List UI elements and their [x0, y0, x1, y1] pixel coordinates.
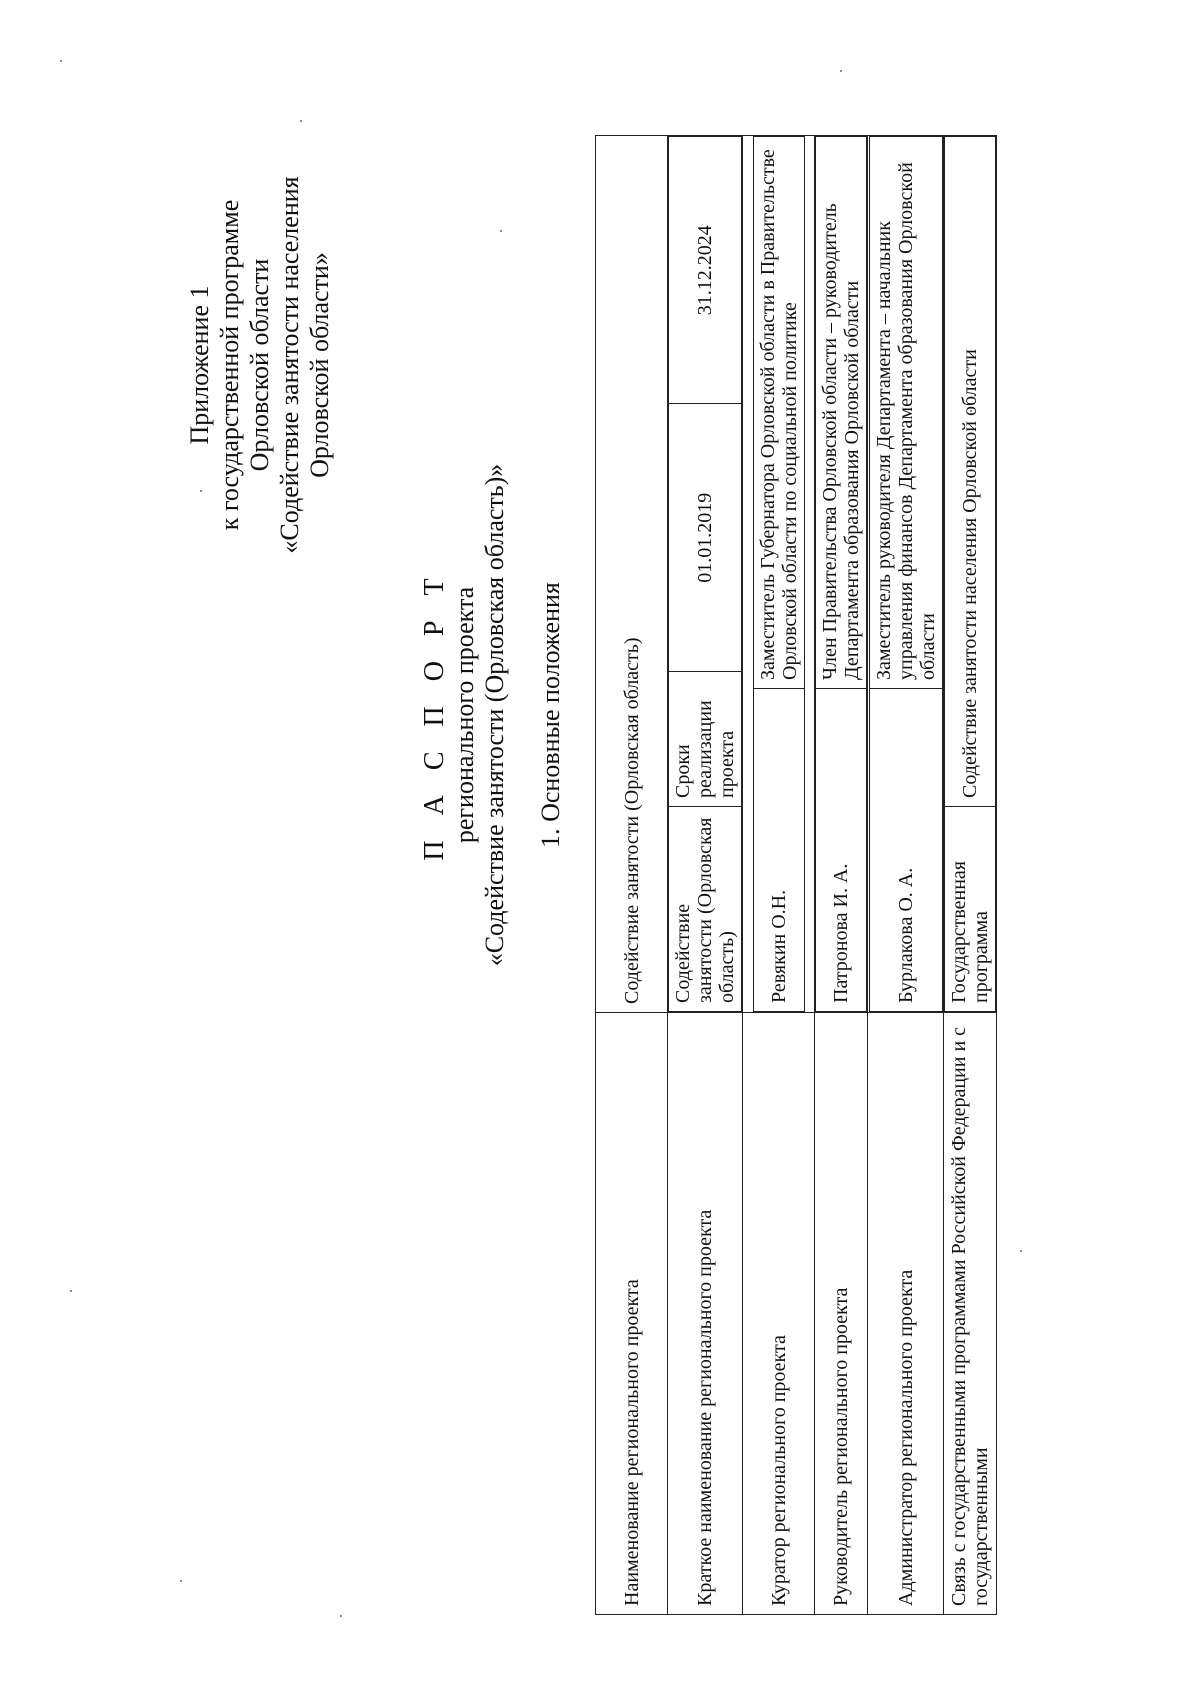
- table-row: [596, 136, 668, 1615]
- period-label: Сроки реализации проекта: [669, 672, 742, 807]
- section-title: 1. Основные положения: [536, 582, 565, 848]
- program-value: Содействие занятости населения Орловской области: [945, 137, 996, 807]
- table-row: [944, 136, 997, 1615]
- table-row: [868, 136, 944, 1615]
- appendix-line: «Содействие занятости населения: [275, 176, 304, 554]
- program-label: Государственная программа: [945, 807, 996, 1012]
- table-row: [815, 136, 868, 1615]
- project-name: «Содействие занятости (Орловская область)»: [480, 463, 509, 967]
- passport-table: [595, 135, 997, 1615]
- curator-position: Заместитель Губернатора Орловской области в Правительстве Орловской области по социальной политике: [753, 137, 804, 689]
- table-row: [668, 136, 743, 1615]
- appendix-line: Орловской области: [245, 258, 274, 472]
- document-page: [35, 95, 1095, 1615]
- appendix-line: к государственной программе: [215, 199, 244, 531]
- start-date: 01.01.2019: [669, 404, 742, 672]
- row-label: Куратор регионального проекта: [743, 1013, 815, 1615]
- row-label: Администратор регионального проекта: [868, 1013, 944, 1615]
- short-name-period-table: [668, 136, 742, 1012]
- row-value: Содействие занятости (Орловская область): [596, 136, 668, 1013]
- administrator-position: Заместитель руководителя Департамента – начальник управления финансов Департамента образования Орловской области: [869, 137, 942, 689]
- appendix-line: Приложение 1: [185, 285, 214, 445]
- row-label: Связь с государственными программами Российской Федерации и с государственными: [944, 1013, 997, 1615]
- appendix-header: [185, 115, 335, 615]
- passport-heading: [420, 335, 566, 1095]
- passport-subtitle: регионального проекта: [450, 586, 479, 844]
- page-title: П А С П О Р Т: [419, 569, 450, 861]
- row-label: Наименование регионального проекта: [596, 1013, 668, 1615]
- table-row: [743, 136, 815, 1615]
- short-name-value: Содействие занятости (Орловская область): [669, 807, 742, 1012]
- row-label: Краткое наименование регионального проекта: [668, 1013, 743, 1615]
- appendix-line: Орловской области»: [305, 252, 334, 478]
- curator-name: Ревякин О.Н.: [753, 689, 804, 1012]
- row-label: Руководитель регионального проекта: [815, 1013, 868, 1615]
- head-position: Член Правительства Орловской области – руководитель Департамента образования Орловской области: [816, 137, 867, 689]
- administrator-name: Бурлакова О. А.: [869, 689, 942, 1012]
- end-date: 31.12.2024: [669, 137, 742, 405]
- head-name: Патронова И. А.: [816, 689, 867, 1012]
